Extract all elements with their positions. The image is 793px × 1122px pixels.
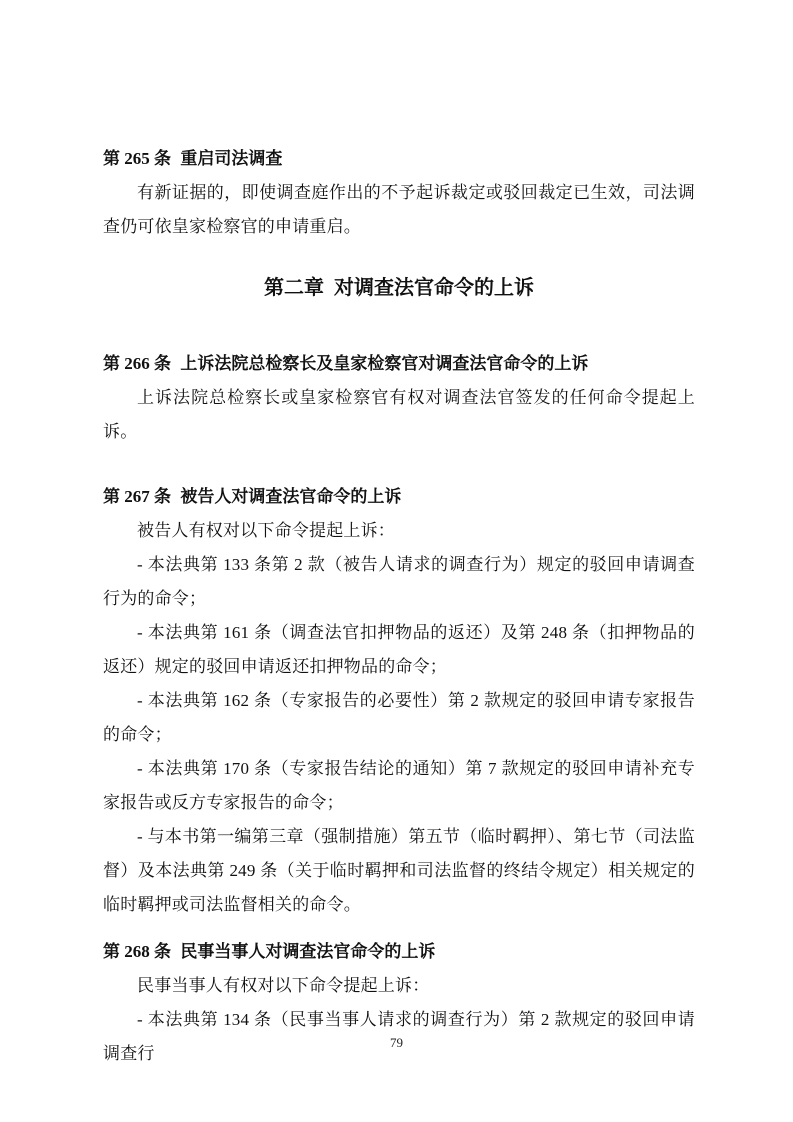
article-265-heading	[103, 142, 695, 176]
article-266-paragraph: 上诉法院总检察长或皇家检察官有权对调查法官签发的任何命令提起上诉。	[103, 388, 695, 441]
article-267-list-item: - 本法典第 161 条（调查法官扣押物品的返还）及第 248 条（扣押物品的返还）规定的驳回申请返还扣押物品的命令；	[103, 623, 695, 676]
article-267-list-item: - 与本书第一编第三章（强制措施）第五节（临时羁押）、第七节（司法监督）及本法典第 249 条（关于临时羁押和司法监督的终结令规定）相关规定的临时羁押或司法监督相关的命令。	[103, 827, 695, 914]
chapter-number: 第二章	[264, 277, 324, 299]
article-266-heading	[103, 347, 695, 381]
article-268-title: 民事当事人对调查法官命令的上诉	[180, 942, 436, 961]
article-268-number: 第 268 条	[103, 942, 171, 961]
article-267-heading	[103, 480, 695, 514]
article-266	[103, 347, 695, 449]
article-267-title: 被告人对调查法官命令的上诉	[180, 487, 402, 506]
chapter-title: 对调查法官命令的上诉	[334, 277, 534, 299]
article-267-list-item: - 本法典第 133 条第 2 款（被告人请求的调查行为）规定的驳回申请调查行为的命令；	[103, 555, 695, 608]
article-268-heading	[103, 935, 695, 969]
article-265-title: 重启司法调查	[180, 149, 283, 168]
chapter-heading	[103, 270, 695, 306]
article-268-intro-paragraph: 民事当事人有权对以下命令提起上诉：	[137, 976, 430, 995]
article-266-title: 上诉法院总检察长及皇家检察官对调查法官命令的上诉	[180, 354, 589, 373]
article-267	[103, 480, 695, 922]
article-268-list-item: - 本法典第 134 条（民事当事人请求的调查行为）第 2 款规定的驳回申请调查行	[103, 1010, 695, 1063]
article-267-list-item: - 本法典第 162 条（专家报告的必要性）第 2 款规定的驳回申请专家报告的命令；	[103, 691, 695, 744]
article-267-list-item: - 本法典第 170 条（专家报告结论的通知）第 7 款规定的驳回申请补充专家报告或反方专家报告的命令；	[103, 759, 695, 812]
article-267-intro-paragraph: 被告人有权对以下命令提起上诉：	[137, 521, 395, 540]
article-265-number: 第 265 条	[103, 149, 171, 168]
page-number: 79	[390, 1035, 403, 1050]
article-266-number: 第 266 条	[103, 354, 171, 373]
article-267-number: 第 267 条	[103, 487, 171, 506]
article-265	[103, 142, 695, 244]
article-265-paragraph: 有新证据的，即使调查庭作出的不予起诉裁定或驳回裁定已生效，司法调查仍可依皇家检察官的申请重启。	[103, 183, 695, 236]
